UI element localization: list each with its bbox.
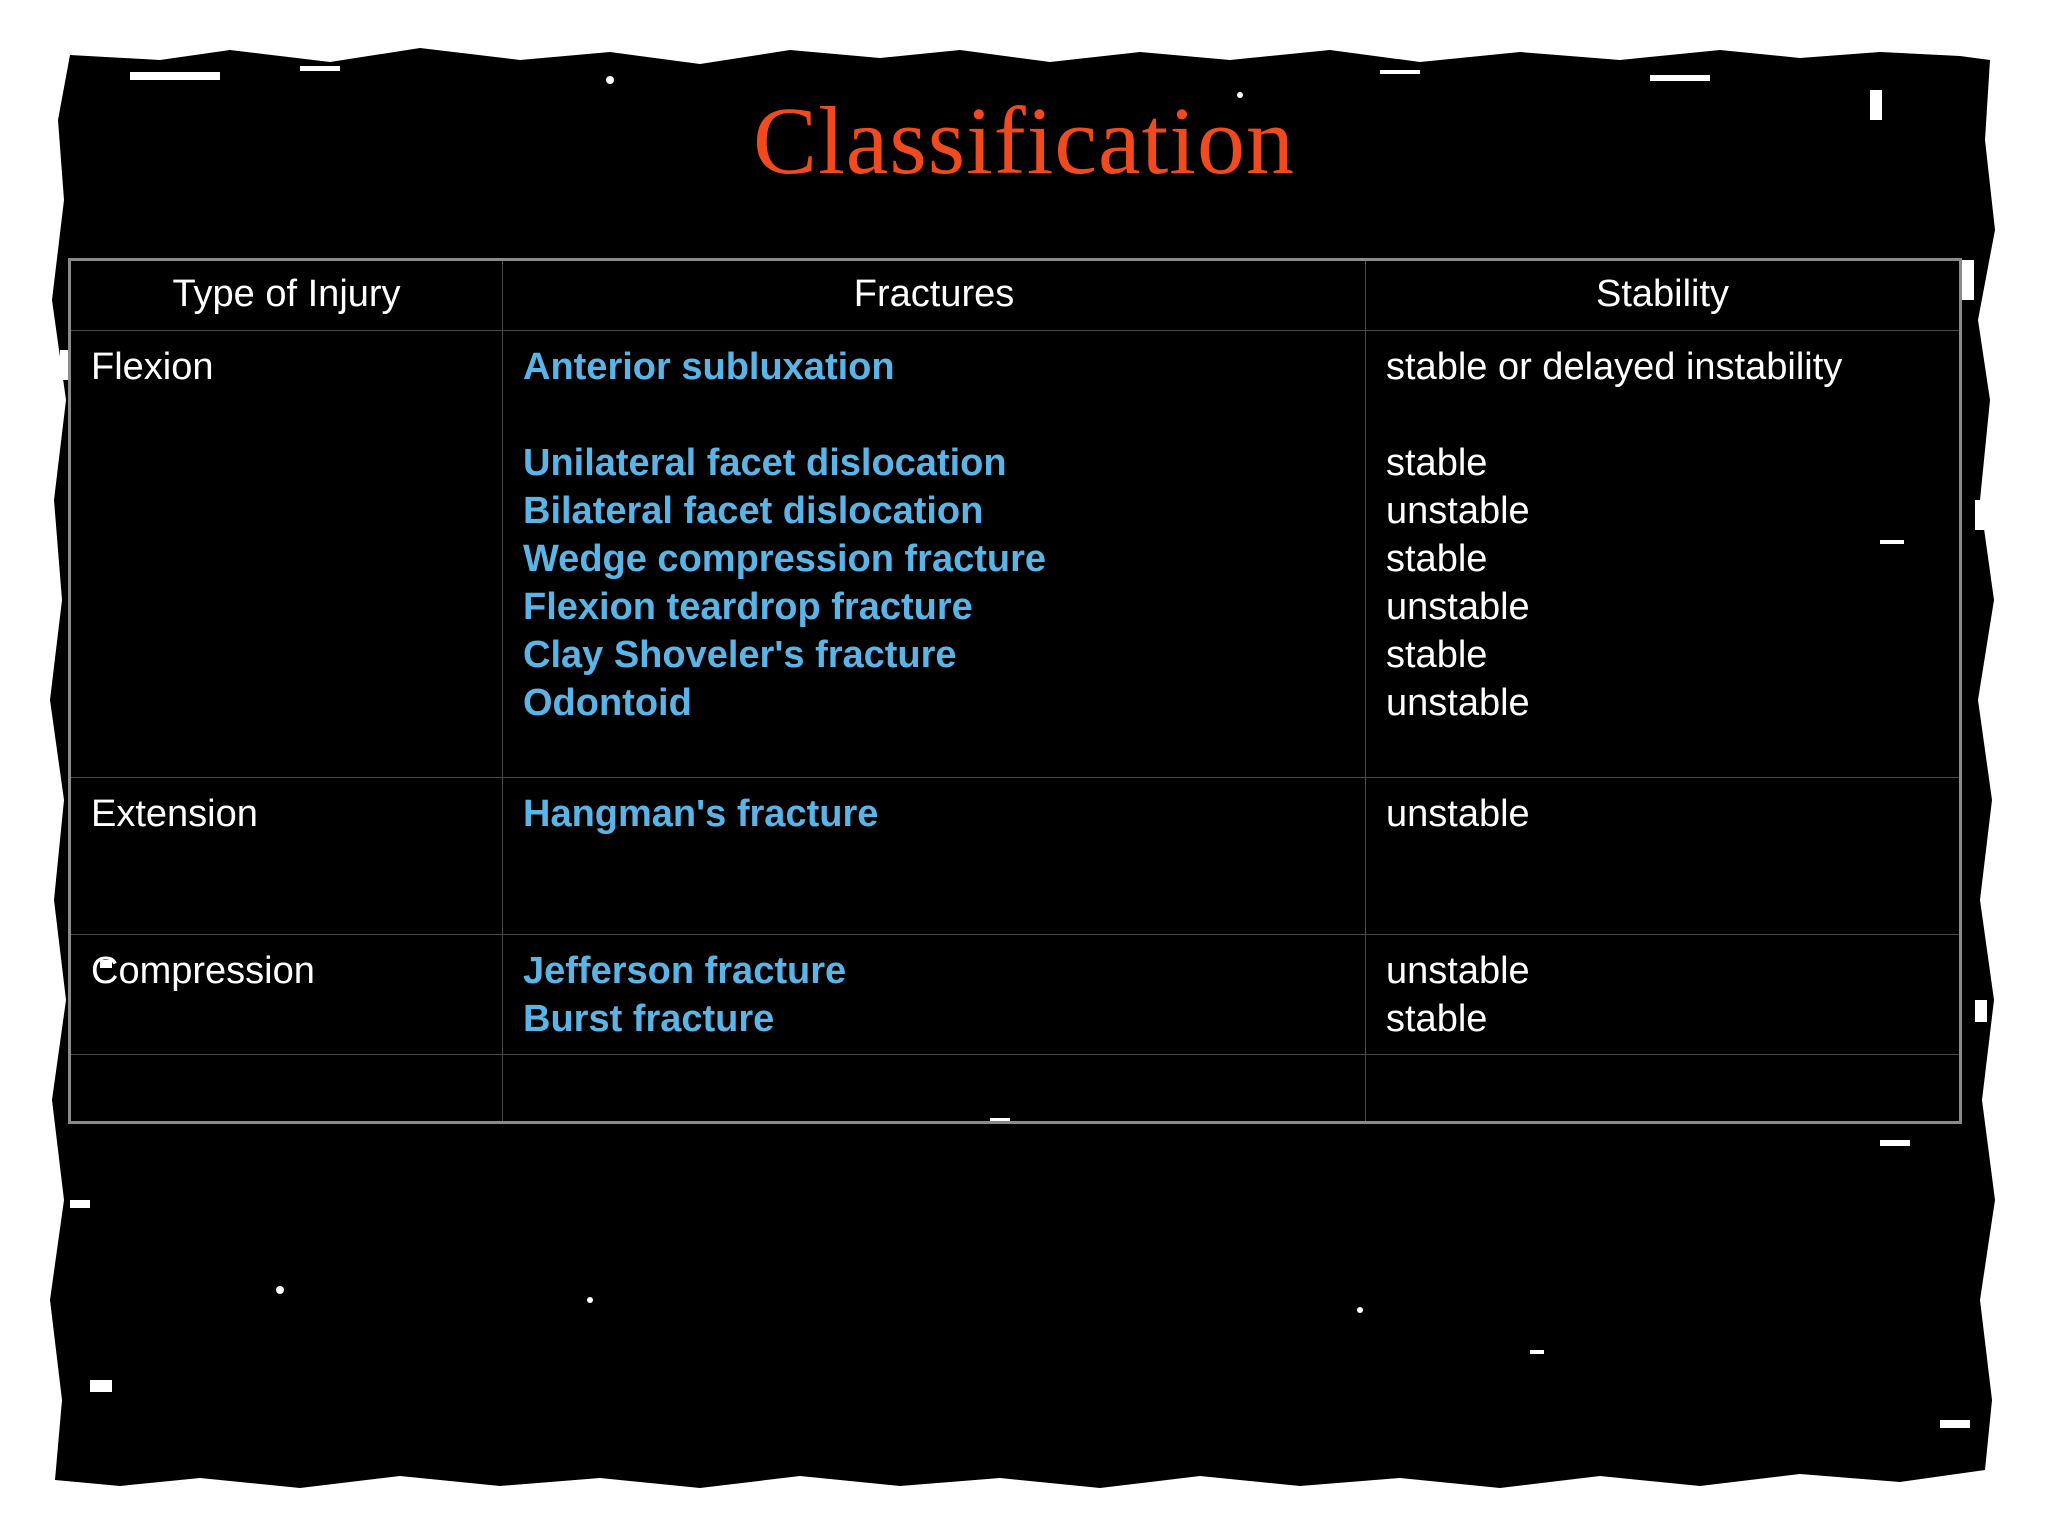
injury-type-cell bbox=[71, 935, 502, 1054]
stability-cell bbox=[1365, 331, 1959, 777]
injury-type-cell bbox=[71, 331, 502, 777]
header-fractures: Fractures bbox=[502, 261, 1365, 330]
stability-cell bbox=[1365, 778, 1959, 934]
fractures-cell bbox=[502, 935, 1365, 1054]
stability-item: unstable bbox=[1386, 682, 1530, 724]
empty-cell bbox=[1365, 1055, 1959, 1121]
empty-cell bbox=[71, 1055, 502, 1121]
table-row-empty bbox=[71, 1055, 1959, 1121]
injury-type: Extension bbox=[91, 793, 258, 835]
fractures-list bbox=[503, 331, 1365, 727]
empty-cell bbox=[502, 1055, 1365, 1121]
stability-item: unstable bbox=[1386, 490, 1530, 532]
fracture-item: Burst fracture bbox=[523, 998, 775, 1040]
spacer bbox=[523, 391, 1365, 439]
stability-list bbox=[1366, 935, 1959, 1043]
stability-item: stable bbox=[1386, 538, 1488, 580]
stability-item: stable or delayed instability bbox=[1386, 346, 1843, 388]
stability-item: unstable bbox=[1386, 950, 1530, 992]
fracture-item: Anterior subluxation bbox=[523, 346, 895, 388]
stability-item: stable bbox=[1386, 998, 1488, 1040]
stability-item: stable bbox=[1386, 634, 1488, 676]
fractures-list bbox=[503, 935, 1365, 1043]
fracture-item: Clay Shoveler's fracture bbox=[523, 634, 957, 676]
stability-list bbox=[1366, 331, 1959, 727]
fracture-item: Hangman's fracture bbox=[523, 793, 879, 835]
injury-type: Flexion bbox=[91, 346, 214, 388]
fractures-cell bbox=[502, 778, 1365, 934]
spacer bbox=[1386, 391, 1959, 439]
stability-item: unstable bbox=[1386, 793, 1530, 835]
table-header-row bbox=[71, 261, 1959, 331]
classification-table bbox=[68, 258, 1962, 1124]
page-title: Classification bbox=[753, 87, 1295, 194]
injury-type-cell bbox=[71, 778, 502, 934]
table-row bbox=[71, 331, 1959, 778]
fracture-item: Flexion teardrop fracture bbox=[523, 586, 973, 628]
fracture-item: Odontoid bbox=[523, 682, 692, 724]
stability-item: stable bbox=[1386, 442, 1488, 484]
fractures-list bbox=[503, 778, 1365, 838]
table-row bbox=[71, 935, 1959, 1055]
header-stability: Stability bbox=[1365, 261, 1959, 330]
fracture-item: Bilateral facet dislocation bbox=[523, 490, 984, 532]
header-type-of-injury: Type of Injury bbox=[172, 273, 401, 315]
fracture-item: Unilateral facet dislocation bbox=[523, 442, 1007, 484]
fractures-cell bbox=[502, 331, 1365, 777]
stability-cell bbox=[1365, 935, 1959, 1054]
fracture-item: Jefferson fracture bbox=[523, 950, 847, 992]
fracture-item: Wedge compression fracture bbox=[523, 538, 1047, 580]
stability-list bbox=[1366, 778, 1959, 838]
stability-item: unstable bbox=[1386, 586, 1530, 628]
table-row bbox=[71, 778, 1959, 935]
injury-type: Compression bbox=[91, 950, 315, 992]
